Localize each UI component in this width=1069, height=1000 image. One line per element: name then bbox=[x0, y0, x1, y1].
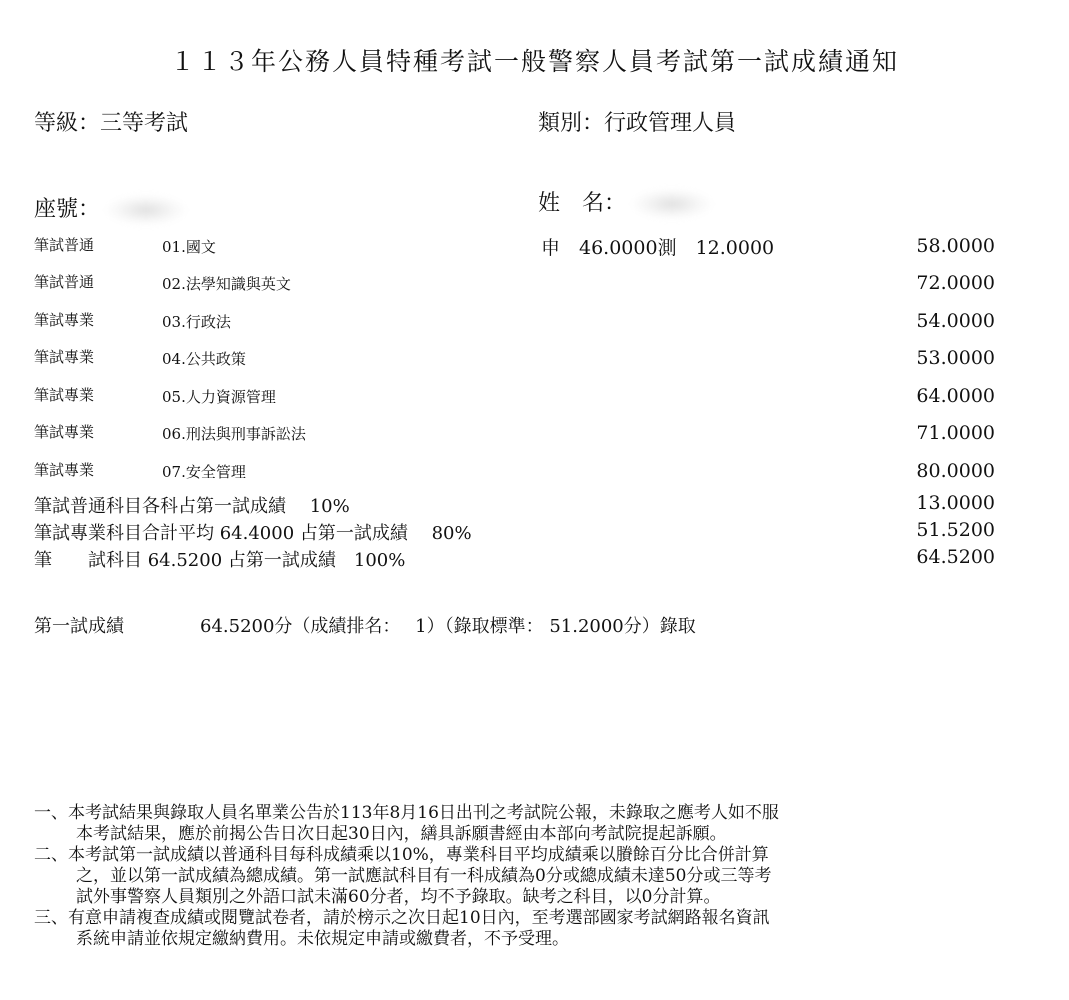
subject-score: 54.0000 bbox=[916, 310, 995, 332]
subject-category: 筆試專業 bbox=[34, 386, 95, 404]
subject-category: 筆試普通 bbox=[34, 273, 95, 291]
final-result: 64.5200分（成績排名： 1）（錄取標準： 51.2000分）錄取 bbox=[200, 616, 696, 637]
subject-category: 筆試專業 bbox=[34, 423, 95, 441]
redacted-candidate-name bbox=[632, 189, 712, 219]
seat-number bbox=[34, 192, 186, 225]
summary-general: 筆試普通科目各科占第一試成績 10% bbox=[34, 496, 350, 517]
final-result-label: 第一試成績 bbox=[34, 616, 124, 637]
summary-written-total: 筆 試科目 64.5200 占第一試成績 100% bbox=[34, 550, 406, 571]
note-line: 之，並以第一試成績為總成績。第一試應試科目有一科成績為0分或總成績未達50分或三等考 bbox=[76, 866, 772, 886]
subject-score: 53.0000 bbox=[916, 347, 995, 369]
page-title: １１３年公務人員特種考試一般警察人員考試第一試成績通知 bbox=[169, 47, 899, 76]
summary-professional: 筆試專業科目合計平均 64.4000 占第一試成績 80% bbox=[34, 523, 472, 544]
notes bbox=[34, 803, 779, 950]
subject-category: 筆試專業 bbox=[34, 348, 95, 366]
subject-category: 筆試專業 bbox=[34, 311, 95, 329]
exam-level: 等級：三等考試 bbox=[34, 111, 189, 136]
subject-name: 03.行政法 bbox=[162, 313, 231, 331]
subject-score: 64.0000 bbox=[916, 385, 995, 407]
subject-category: 筆試專業 bbox=[34, 461, 95, 479]
subject-name: 04.公共政策 bbox=[162, 350, 246, 368]
subject-score: 80.0000 bbox=[916, 460, 995, 482]
summary-general-score: 13.0000 bbox=[916, 492, 995, 514]
note-line: 本考試結果，應於前揭公告日次日起30日內，繕具訴願書經由本部向考試院提起訴願。 bbox=[76, 824, 727, 844]
candidate-name bbox=[538, 186, 712, 219]
note-line: 三、有意申請複查成績或閱覽試卷者，請於榜示之次日起10日內，至考選部國家考試網路報名資訊 bbox=[34, 908, 770, 928]
note-line: 一、本考試結果與錄取人員名單業公告於113年8月16日出刊之考試院公報，未錄取之應考人如不服 bbox=[34, 803, 779, 823]
subject-detail: 申 46.0000測 12.0000 bbox=[541, 237, 775, 259]
note-line: 二、本考試第一試成績以普通科目每科成績乘以10%，專業科目平均成績乘以賸餘百分比合併計算 bbox=[34, 845, 769, 865]
subject-score: 58.0000 bbox=[916, 235, 995, 257]
summary-written-total-score: 64.5200 bbox=[916, 546, 995, 568]
subject-name: 06.刑法與刑事訴訟法 bbox=[162, 425, 306, 443]
summary-professional-score: 51.5200 bbox=[916, 519, 995, 541]
subject-score: 72.0000 bbox=[916, 272, 995, 294]
subject-name: 01.國文 bbox=[162, 238, 216, 256]
subject-name: 02.法學知識與英文 bbox=[162, 275, 291, 293]
candidate-name-label: 姓 名： bbox=[538, 191, 627, 216]
subject-category: 筆試普通 bbox=[34, 236, 95, 254]
subject-score: 71.0000 bbox=[916, 422, 995, 444]
redacted-seat-number bbox=[106, 195, 186, 225]
note-line: 試外事警察人員類別之外語口試未滿60分者，均不予錄取。缺考之科目，以0分計算。 bbox=[76, 887, 721, 907]
note-line: 系統申請並依規定繳納費用。未依規定申請或繳費者，不予受理。 bbox=[76, 929, 569, 949]
subject-name: 07.安全管理 bbox=[162, 463, 246, 481]
exam-category: 類別：行政管理人員 bbox=[538, 111, 737, 136]
seat-number-label: 座號： bbox=[34, 197, 101, 222]
subject-name: 05.人力資源管理 bbox=[162, 388, 276, 406]
